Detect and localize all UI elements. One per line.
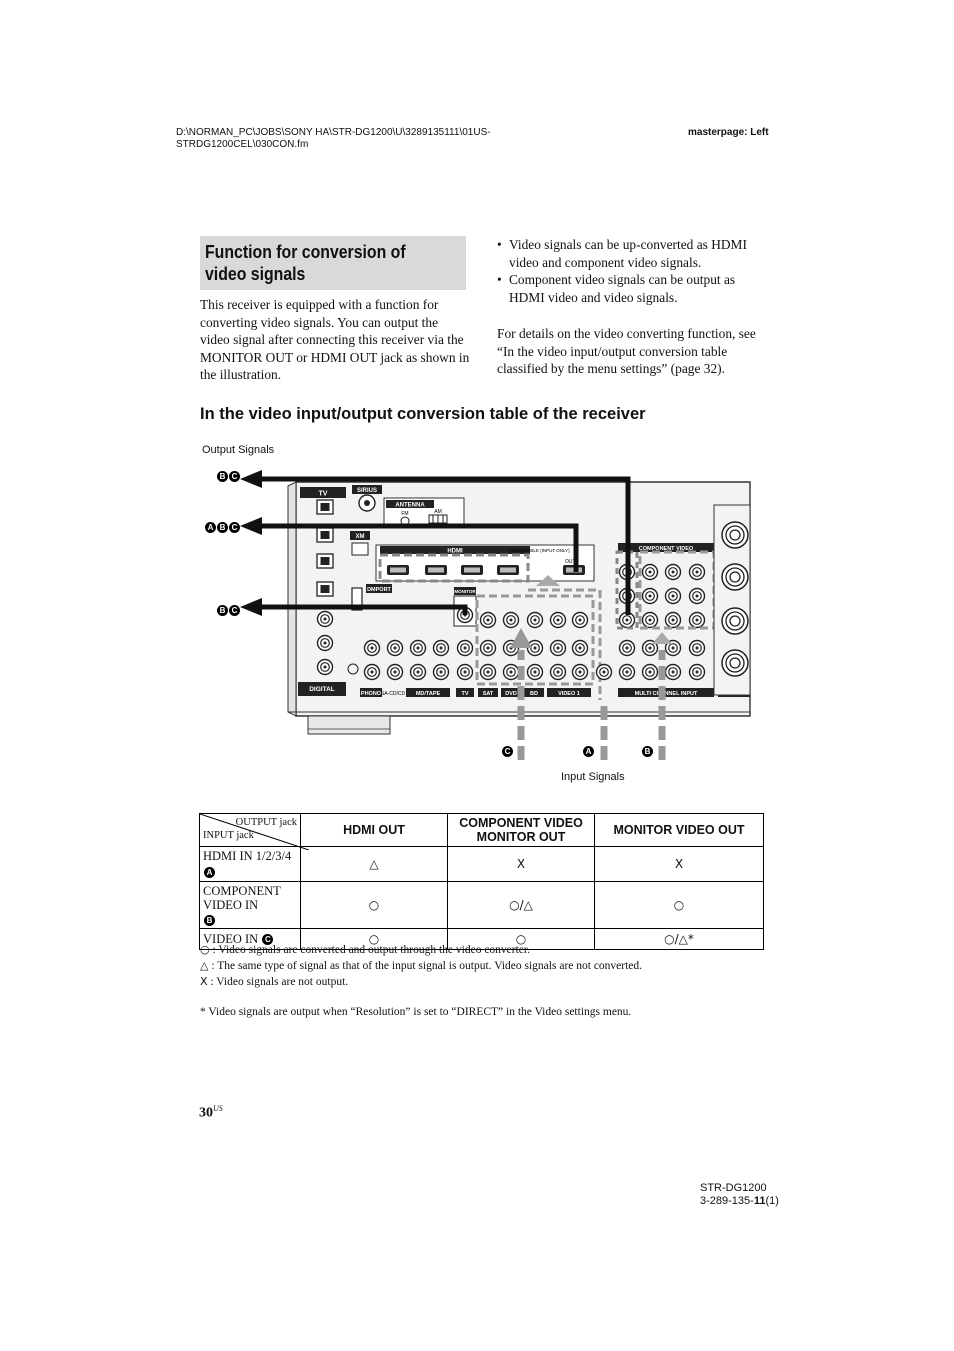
table-cell: ○ (301, 929, 448, 950)
bullet-item: • Video signals can be up-converted as HDMI video and component video signals. (497, 236, 772, 271)
badge-b: B (217, 605, 228, 616)
input-signals-label: Input Signals (561, 771, 625, 783)
svg-text:TV: TV (461, 691, 469, 697)
legend-symbol: △ (200, 959, 209, 972)
model-info (700, 1182, 779, 1208)
badge-b: B (217, 522, 228, 533)
corner-output-label: OUTPUT jack (235, 817, 297, 828)
svg-text:ASSIGNABLE (INPUT ONLY): ASSIGNABLE (INPUT ONLY) (510, 548, 570, 553)
footnote: * Video signals are output when “Resolution” is set to “DIRECT” in the Video settings menu. (200, 1006, 632, 1018)
row-label: HDMI IN 1/2/3/4 A (200, 847, 301, 882)
corner-input-label: INPUT jack (203, 830, 254, 841)
legend (200, 942, 642, 990)
column-header: COMPONENT VIDEO MONITOR OUT (448, 814, 595, 847)
page-number: $30^{US}$ (199, 1104, 223, 1121)
badge-c: C (502, 746, 513, 757)
badge-c: C (262, 934, 273, 945)
legend-symbol: X (200, 975, 208, 988)
table-corner-cell (200, 814, 301, 847)
details-paragraph: For details on the video converting function, see “In the video input/output conversion table classified by the menu settings” (page 32). (497, 326, 756, 376)
table-cell: ○ (448, 929, 595, 950)
badge-a: A (583, 746, 594, 757)
panel-tv-label: TV (318, 490, 328, 498)
legend-item: △ : The same type of signal as that of the input signal is output. Video signals are not converted. (200, 959, 643, 972)
legend-item: X : Video signals are not output. (200, 975, 349, 988)
svg-text:PHONO: PHONO (360, 691, 382, 697)
badge-c: C (229, 522, 240, 533)
svg-text:ANTENNA: ANTENNA (395, 502, 425, 509)
table-cell: ○/△ (448, 882, 595, 929)
svg-text:DIGITAL: DIGITAL (309, 686, 335, 693)
conversion-table (199, 813, 764, 950)
file-path-line1: D:\NORMAN_PC\JOBS\SONY HA\STR-DG1200\U\3289135111\01US- (176, 127, 491, 138)
table-cell: ○/△* (595, 929, 764, 950)
bullet-item: • Component video signals can be output as HDMI video and video signals. (497, 271, 772, 306)
table-cell: ○ (595, 882, 764, 929)
column-header: HDMI OUT (301, 814, 448, 847)
svg-text:DMPORT: DMPORT (367, 587, 391, 593)
badge-a: A (204, 867, 215, 878)
row-label: COMPONENT VIDEO INB (200, 882, 301, 929)
part-number: 3-289-135-11(1) (700, 1195, 779, 1207)
svg-text:HDMI: HDMI (447, 548, 463, 555)
intro-paragraph: This receiver is equipped with a function for converting video signals. You can output the video signal after connecting this receiver via the MONITOR OUT or HDMI OUT jack as shown in the illustration. (200, 297, 470, 382)
svg-text:FM: FM (401, 511, 409, 517)
table-cell: X (448, 847, 595, 882)
model-name: STR-DG1200 (700, 1182, 767, 1194)
subsection-title: In the video input/output conversion table of the receiver (200, 405, 646, 423)
table-cell: ○ (301, 882, 448, 929)
row-label: VIDEO IN C (200, 929, 301, 950)
svg-text:VIDEO 1: VIDEO 1 (558, 691, 580, 697)
legend-symbol: ○ (200, 943, 210, 956)
svg-text:XM: XM (355, 534, 365, 540)
table-cell: X (595, 847, 764, 882)
section-title: Function for conversion of video signals (205, 242, 406, 284)
svg-text:BD: BD (530, 691, 538, 697)
table-cell: △ (301, 847, 448, 882)
svg-text:MULTI CHANNEL INPUT: MULTI CHANNEL INPUT (634, 691, 698, 697)
legend-item: ○ : Video signals are converted and output through the video converter. (200, 943, 530, 956)
badge-b: B (204, 915, 215, 926)
badge-b: B (642, 746, 653, 757)
output-signals-label: Output Signals (202, 444, 275, 456)
svg-text:COMPONENT VIDEO: COMPONENT VIDEO (638, 546, 694, 552)
badge-b: B (217, 471, 228, 482)
badge-c: C (229, 605, 240, 616)
svg-text:SA-CD/CD: SA-CD/CD (380, 691, 406, 697)
svg-text:SAT: SAT (482, 691, 494, 697)
svg-text:SIRIUS: SIRIUS (356, 488, 378, 494)
svg-text:DVD: DVD (505, 691, 517, 697)
file-path-line2: STRDG1200CEL\030CON.fm (176, 139, 309, 150)
badge-c: C (229, 471, 240, 482)
svg-text:OUT: OUT (565, 559, 576, 565)
svg-text:MD/TAPE: MD/TAPE (415, 691, 441, 697)
column-header: MONITOR VIDEO OUT (595, 814, 764, 847)
badge-a: A (205, 522, 216, 533)
svg-text:AM: AM (434, 509, 442, 515)
svg-text:MONITOR: MONITOR (454, 589, 476, 594)
masterpage-label: masterpage: Left (688, 127, 769, 138)
